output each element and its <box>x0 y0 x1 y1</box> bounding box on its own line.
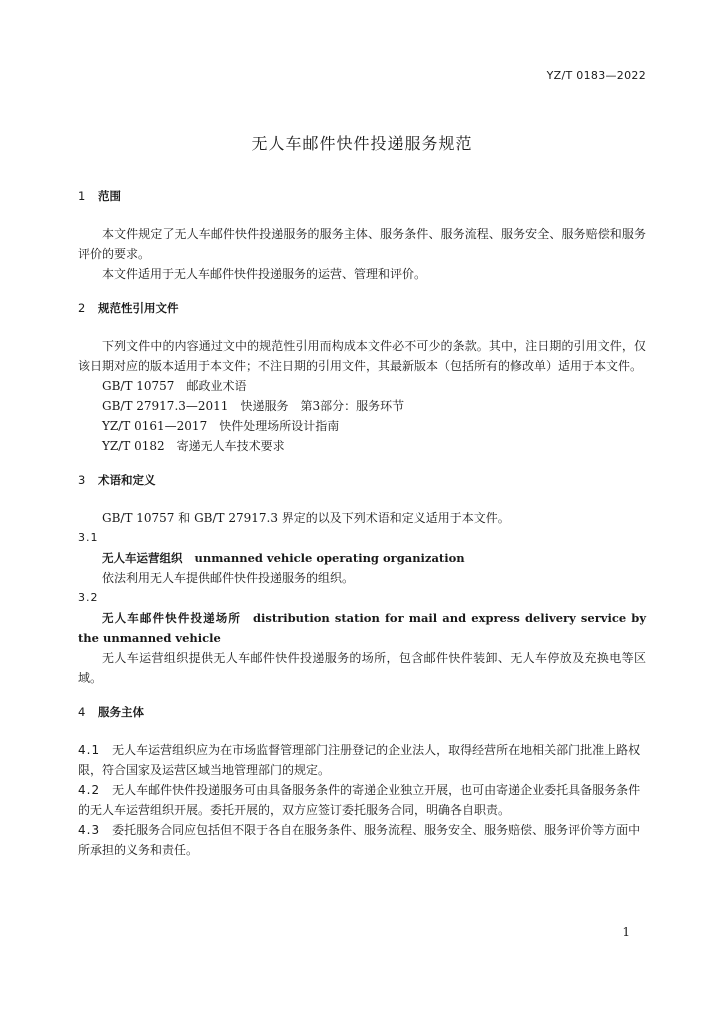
term-3-1-definition: 依法利用无人车提供邮件快件投递服务的组织。 <box>102 571 355 585</box>
reference-item: YZ/T 0182 寄递无人车技术要求 <box>102 439 285 453</box>
reference-item: YZ/T 0161—2017 快件处理场所设计指南 <box>102 419 340 433</box>
clause-4-2: 4.2 无人车邮件快件投递服务可由具备服务条件的寄递企业独立开展，也可由寄递企业委托具备服务条件的无人车运营组织开展。委托开展的，双方应签订委托服务合同，明确各自职责。 <box>78 783 641 817</box>
document-body <box>78 186 646 860</box>
section-2-heading: 2 规范性引用文件 <box>78 301 179 315</box>
document-code: YZ/T 0183—2022 <box>546 69 646 82</box>
clause-4-1: 4.1 无人车运营组织应为在市场监督管理部门注册登记的企业法人，取得经营所在地相关部门批准上路权限，符合国家及运营区域当地管理部门的规定。 <box>78 743 641 777</box>
term-3-2-definition: 无人车运营组织提供无人车邮件快件投递服务的场所，包含邮件快件装卸、无人车停放及充换电等区域。 <box>78 651 646 685</box>
page-number: 1 <box>622 925 630 939</box>
reference-item: GB/T 27917.3—2011 快递服务 第3部分：服务环节 <box>102 399 405 413</box>
section-1-paragraph-2: 本文件适用于无人车邮件快件投递服务的运营、管理和评价。 <box>102 267 427 281</box>
document-title: 无人车邮件快件投递服务规范 <box>251 134 473 153</box>
section-2-paragraph: 下列文件中的内容通过文中的规范性引用而构成本文件必不可少的条款。其中，注日期的引用文件，仅该日期对应的版本适用于本文件；不注日期的引用文件，其最新版本（包括所有的修改单）适用于本文件。 <box>78 339 646 373</box>
term-3-1-number: 3.1 <box>78 531 99 544</box>
clause-4-3: 4.3 委托服务合同应包括但不限于各自在服务条件、服务流程、服务安全、服务赔偿、服务评价等方面中所承担的义务和责任。 <box>78 823 641 857</box>
term-3-2-title: 无人车邮件快件投递场所 distribution station for mail and express delivery service by the unmanned vehicle <box>78 611 647 645</box>
section-1-paragraph-1: 本文件规定了无人车邮件快件投递服务的服务主体、服务条件、服务流程、服务安全、服务赔偿和服务评价的要求。 <box>78 227 646 261</box>
section-4-heading: 4 服务主体 <box>78 705 144 719</box>
reference-item: GB/T 10757 邮政业术语 <box>102 379 247 393</box>
term-3-1-title: 无人车运营组织 unmanned vehicle operating organization <box>102 551 465 565</box>
term-3-2-number: 3.2 <box>78 591 99 604</box>
section-1-heading: 1 范围 <box>78 189 121 203</box>
section-3-paragraph: GB/T 10757 和 GB/T 27917.3 界定的以及下列术语和定义适用于本文件。 <box>102 511 510 525</box>
section-3-heading: 3 术语和定义 <box>78 473 156 487</box>
